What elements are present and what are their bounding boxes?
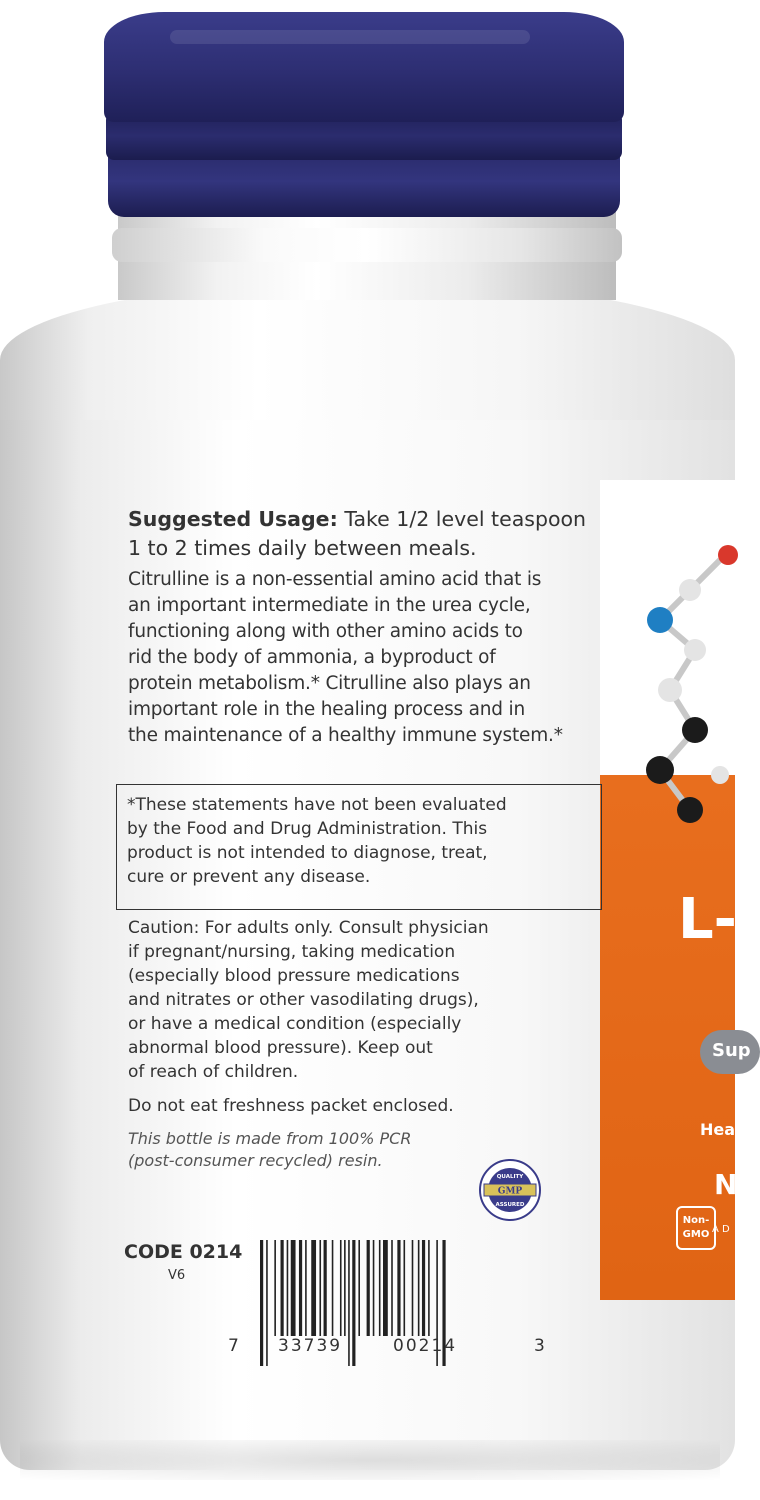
barcode-bar	[305, 1240, 307, 1336]
description-line: the maintenance of a healthy immune system.*	[128, 725, 563, 746]
non-gmo-badge	[676, 1206, 716, 1250]
caution-line: if pregnant/nursing, taking medication	[128, 942, 456, 962]
barcode-bar	[274, 1240, 276, 1336]
product-code: CODE 0214	[124, 1241, 243, 1263]
bottle-neck-ring	[112, 228, 622, 262]
caution-line: Caution: For adults only. Consult physician	[128, 918, 489, 938]
non-gmo-line-2: GMO	[682, 1229, 710, 1240]
barcode-bar	[404, 1240, 406, 1336]
non-gmo-line-1: Non-	[682, 1215, 710, 1226]
barcode-bar	[428, 1240, 430, 1336]
barcode-bar	[373, 1240, 375, 1336]
caution-line: of reach of children.	[128, 1062, 299, 1082]
barcode-bar	[324, 1240, 327, 1336]
gmp-seal-center: GMP	[497, 1186, 523, 1197]
description-line: functioning along with other amino acids to	[128, 621, 523, 642]
barcode-bar	[358, 1240, 360, 1336]
barcode-bar	[332, 1240, 334, 1336]
freshness-warning: Do not eat freshness packet enclosed.	[128, 1096, 454, 1116]
gmp-seal-bottom: ASSURED	[495, 1202, 525, 1208]
barcode-bar	[367, 1240, 370, 1336]
barcode-bar	[287, 1240, 289, 1336]
bottle-cap	[104, 12, 624, 122]
caution-line: or have a medical condition (especially	[128, 1014, 462, 1034]
suggested-usage	[128, 505, 608, 563]
description-line: rid the body of ammonia, a byproduct of	[128, 647, 496, 668]
barcode-bar	[397, 1240, 400, 1336]
barcode-bar	[299, 1240, 302, 1336]
description-line: Citrulline is a non-essential amino acid that is	[128, 569, 542, 590]
molecule-graphic	[640, 520, 735, 840]
usage-text-1: Take 1/2 level teaspoon	[337, 507, 587, 531]
barcode-bar	[383, 1240, 388, 1336]
barcode-bar	[319, 1240, 321, 1336]
cap-lower-band	[108, 152, 620, 217]
badge-pill-text: Sup	[712, 1040, 751, 1061]
barcode-bar	[311, 1240, 316, 1336]
caution-text	[128, 916, 598, 1084]
disclaimer-line: product is not intended to diagnose, treat,	[127, 843, 488, 863]
barcode-first-digit: 7	[228, 1336, 239, 1356]
barcode-last-digit: 3	[534, 1336, 545, 1356]
nitrogen-atom-icon	[647, 607, 673, 633]
side-label-letter: N	[714, 1168, 738, 1201]
description-line: an important intermediate in the urea cycle,	[128, 595, 531, 616]
barcode-bar	[422, 1240, 425, 1336]
label-version: V6	[168, 1268, 186, 1283]
carbon-atom-icon	[682, 717, 708, 743]
gmp-quality-seal-icon	[478, 1158, 542, 1222]
description-line: protein metabolism.* Citrulline also plays an	[128, 673, 531, 694]
description-line: important role in the healing process and in	[128, 699, 525, 720]
barcode-right-group: 00214	[393, 1336, 458, 1356]
barcode-bar	[291, 1240, 296, 1336]
barcode-bar	[340, 1240, 342, 1336]
side-label-small: A D	[712, 1224, 730, 1235]
pcr-line: This bottle is made from 100% PCR	[128, 1129, 412, 1148]
barcode-bar	[418, 1240, 420, 1336]
usage-text-2: 1 to 2 times daily between meals.	[128, 536, 477, 560]
barcode-digits	[228, 1334, 550, 1360]
bottle-base-shadow	[20, 1440, 720, 1480]
usage-heading: Suggested Usage:	[128, 507, 338, 531]
fda-disclaimer-box	[116, 784, 602, 910]
supplement-label-text	[128, 505, 608, 749]
gmp-seal-top: QUALITY	[496, 1174, 524, 1180]
pcr-line: (post-consumer recycled) resin.	[128, 1151, 383, 1170]
barcode-bar	[344, 1240, 346, 1336]
caution-line: abnormal blood pressure). Keep out	[128, 1038, 433, 1058]
oxygen-atom-icon	[718, 545, 738, 565]
product-name-fragment: L-	[678, 887, 737, 952]
barcode-bar	[412, 1240, 414, 1336]
product-description	[128, 567, 608, 749]
disclaimer-line: by the Food and Drug Administration. This	[127, 819, 488, 839]
side-label-word: Heal	[700, 1120, 741, 1139]
barcode-bar	[391, 1240, 393, 1336]
barcode-left-group: 33739	[278, 1336, 343, 1356]
disclaimer-line: *These statements have not been evaluated	[127, 795, 507, 815]
caution-line: (especially blood pressure medications	[128, 966, 460, 986]
cap-highlight	[170, 30, 530, 44]
disclaimer-line: cure or prevent any disease.	[127, 867, 371, 887]
barcode-bar	[281, 1240, 284, 1336]
pcr-resin-note	[128, 1128, 488, 1172]
caution-line: and nitrates or other vasodilating drugs),	[128, 990, 479, 1010]
barcode-bar	[379, 1240, 381, 1336]
